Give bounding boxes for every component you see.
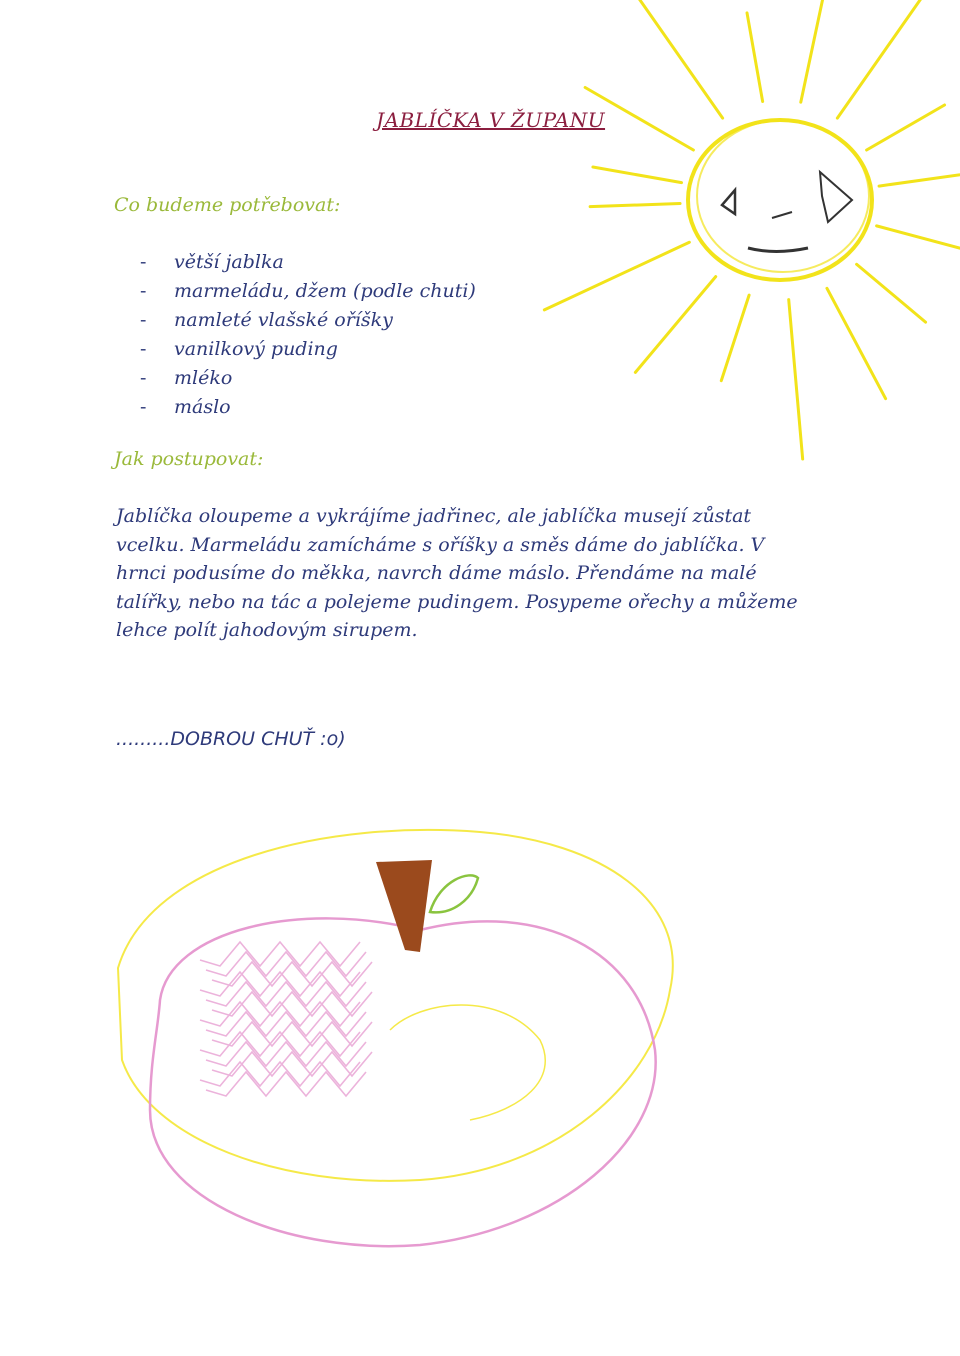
- sun-ray: [857, 264, 926, 322]
- method-heading: Jak postupovat:: [114, 448, 264, 470]
- ingredient-item: [140, 393, 476, 422]
- page-title: JABLÍČKA V ŽUPANU: [376, 108, 606, 132]
- list-dash: -: [140, 367, 147, 389]
- sun-left-eye: [722, 190, 735, 214]
- sun-mouth: [748, 248, 808, 252]
- list-dash: -: [140, 309, 147, 331]
- sun-ray: [867, 105, 945, 150]
- ingredient-text: máslo: [174, 396, 231, 418]
- ingredient-item: [140, 335, 476, 364]
- method-text: Jablíčka oloupeme a vykrájíme jadřinec, ale jablíčka musejí zůstat vcelku. Marmeládu zamícháme s oříšky a směs dáme do jablíčka. V hrnci podusíme do měkka, navrch dáme máslo. Přendáme na malé talířky, nebo na tác a polejeme pudingem. Posypeme ořechy a můžeme lehce polít jahodovým sirupem.: [116, 505, 798, 641]
- ingredient-text: větší jablka: [174, 251, 284, 273]
- apple-stem: [376, 860, 432, 952]
- sun-ray: [827, 288, 886, 398]
- sun-nose-scribble: [772, 212, 792, 218]
- sun-face-outline-2: [697, 120, 869, 272]
- sun-ray: [801, 0, 827, 102]
- sun-ray: [837, 0, 929, 118]
- ingredients-list: [140, 248, 476, 422]
- list-dash: -: [140, 396, 147, 418]
- sun-ray: [747, 13, 763, 102]
- sun-ray: [879, 169, 960, 186]
- sun-ray: [590, 203, 680, 206]
- sun-ray: [877, 226, 960, 267]
- apple-shading-stroke: [200, 942, 360, 966]
- list-dash: -: [140, 251, 147, 273]
- ingredient-item: [140, 364, 476, 393]
- ingredient-text: namleté vlašské oříšky: [174, 309, 393, 331]
- apple-leaf: [430, 875, 478, 912]
- ingredient-text: vanilkový puding: [174, 338, 338, 360]
- closing-text: .........DOBROU CHUŤ :o): [116, 728, 346, 750]
- apple-inner-curve: [390, 1005, 545, 1120]
- sun-ray: [544, 242, 689, 310]
- sun-ray: [635, 277, 715, 373]
- ingredient-text: marmeládu, džem (podle chuti): [174, 280, 476, 302]
- sun-ray: [721, 295, 749, 381]
- sun-ray: [789, 300, 803, 459]
- apple-shading: [200, 942, 372, 1096]
- ingredient-item: [140, 306, 476, 335]
- ingredient-text: mléko: [174, 367, 233, 389]
- ingredients-heading: Co budeme potřebovat:: [114, 194, 341, 216]
- apple-drawing: [118, 830, 673, 1246]
- apple-outline-pink: [150, 918, 656, 1246]
- sun-ray: [593, 167, 682, 183]
- sun-right-eye: [820, 172, 852, 222]
- ingredient-item: [140, 248, 476, 277]
- ingredient-item: [140, 277, 476, 306]
- sun-drawing: [544, 0, 960, 459]
- list-dash: -: [140, 280, 147, 302]
- sun-ray: [631, 0, 723, 118]
- list-dash: -: [140, 338, 147, 360]
- sun-rays: [544, 0, 960, 459]
